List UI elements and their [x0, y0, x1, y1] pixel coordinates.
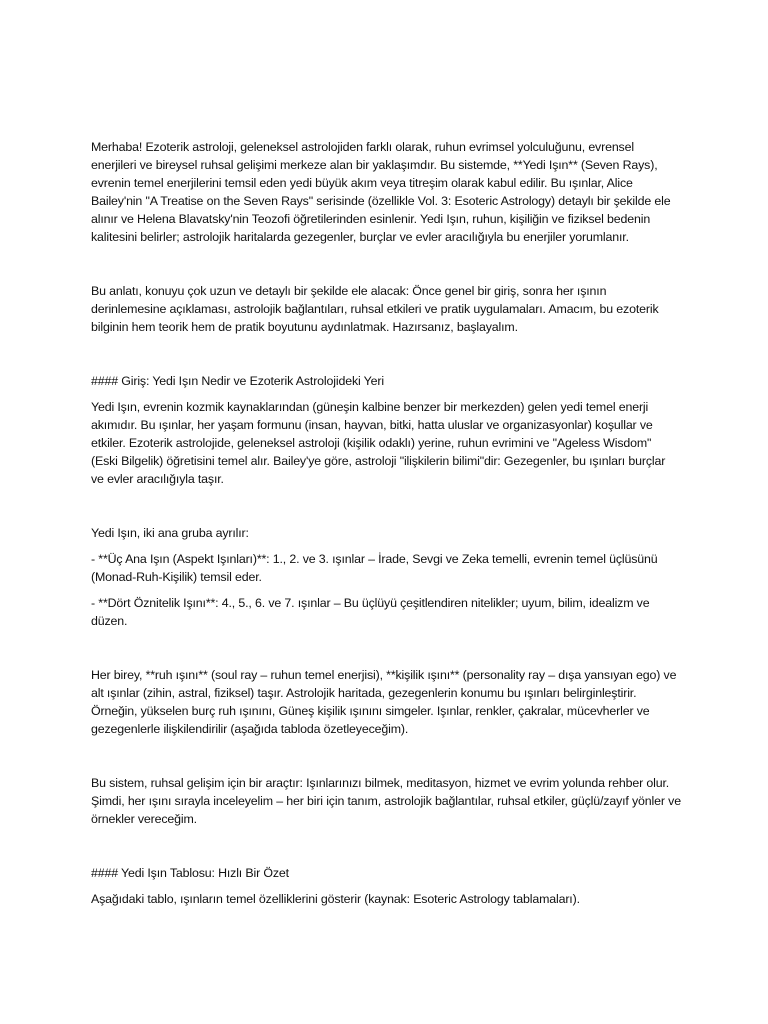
- table-intro-paragraph: Aşağıdaki tablo, ışınların temel özelliklerini gösterir (kaynak: Esoteric Astrology tablamaları).: [91, 892, 580, 906]
- tool-paragraph: Bu sistem, ruhsal gelişim için bir araçtır: Işınlarınızı bilmek, meditasyon, hizmet ve evrim yolunda rehber olur. Şimdi, her ışını sırayla inceleyelim – her biri için tanım, astrolojik bağlantılar, ruhsal etkiler, güçlü/zayıf yönler ve örnekler vereceğim.: [91, 776, 681, 826]
- intro-paragraph: Merhaba! Ezoterik astroloji, geleneksel astrolojiden farklı olarak, ruhun evrimsel yolculuğunu, evrensel enerjileri ve bireysel ruhsal gelişimi merkeze alan bir yaklaşımdır. Bu sistemde, **Yedi Işın** (Seven Rays), evrenin temel enerjilerini temsil eden yedi büyük akım veya titreşim olarak kabul edilir. Bu ışınlar, Alice Bailey'nin "A Treatise on the Seven Rays" serisinde (özellikle Vol. 3: Esoteric Astrology) detaylı bir şekilde ele alınır ve Helena Blavatsky'nin Teozofi öğretilerinden esinlenir. Yedi Işın, ruhun, kişiliğin ve fiziksel bedenin kalitesini belirler; astrolojik haritalarda gezegenler, burçlar ve evler aracılığıyla bu enerjiler yorumlanır.: [91, 140, 671, 244]
- intro-heading: #### Giriş: Yedi Işın Nedir ve Ezoterik Astrolojideki Yeri: [91, 374, 384, 388]
- list-item-aspect-rays: - **Üç Ana Işın (Aspekt Işınları)**: 1., 2. ve 3. ışınlar – İrade, Sevgi ve Zeka temelli, evrenin temel üçlüsünü (Monad-Ruh-Kişilik) temsil eder.: [91, 552, 658, 584]
- individual-rays-paragraph: Her birey, **ruh ışını** (soul ray – ruhun temel enerjisi), **kişilik ışını** (personality ray – dışa yansıyan ego) ve alt ışınlar (zihin, astral, fiziksel) taşır. Astrolojik haritada, gezegenlerin konumu bu ışınları belirginleştirir. Örneğin, yükselen burç ruh ışınını, Güneş kişilik ışınını simgeler. Işınlar, renkler, çakralar, mücevherler ve gezegenlerle ilişkilendirilir (aşağıda tabloda özetleyeceğim).: [91, 668, 677, 736]
- list-item-attribute-rays: - **Dört Öznitelik Işını**: 4., 5., 6. ve 7. ışınlar – Bu üçlüyü çeşitlendiren nitelikler; uyum, bilim, idealizm ve düzen.: [91, 596, 650, 628]
- groups-paragraph: Yedi Işın, iki ana gruba ayrılır:: [91, 526, 249, 540]
- table-heading: #### Yedi Işın Tablosu: Hızlı Bir Özet: [91, 866, 289, 880]
- document-body: [91, 138, 681, 908]
- plan-paragraph: Bu anlatı, konuyu çok uzun ve detaylı bir şekilde ele alacak: Önce genel bir giriş, sonra her ışının derinlemesine açıklaması, astrolojik bağlantıları, ruhsal etkileri ve pratik uygulamaları. Amacım, bu ezoterik bilginin hem teorik hem de pratik boyutunu aydınlatmak. Hazırsanız, başlayalım.: [91, 284, 659, 334]
- definition-paragraph: Yedi Işın, evrenin kozmik kaynaklarından (güneşin kalbine benzer bir merkezden) gelen yedi temel enerji akımıdır. Bu ışınlar, her yaşam formunu (insan, hayvan, bitki, hatta uluslar ve organizasyonlar) koşullar ve etkiler. Ezoterik astrolojide, geleneksel astroloji (kişilik odaklı) yerine, ruhun evrimini ve "Ageless Wisdom" (Eski Bilgelik) öğretisini temel alır. Bailey'ye göre, astroloji "ilişkilerin bilimi"dir: Gezegenler, bu ışınları burçlar ve evler aracılığıyla taşır.: [91, 400, 666, 486]
